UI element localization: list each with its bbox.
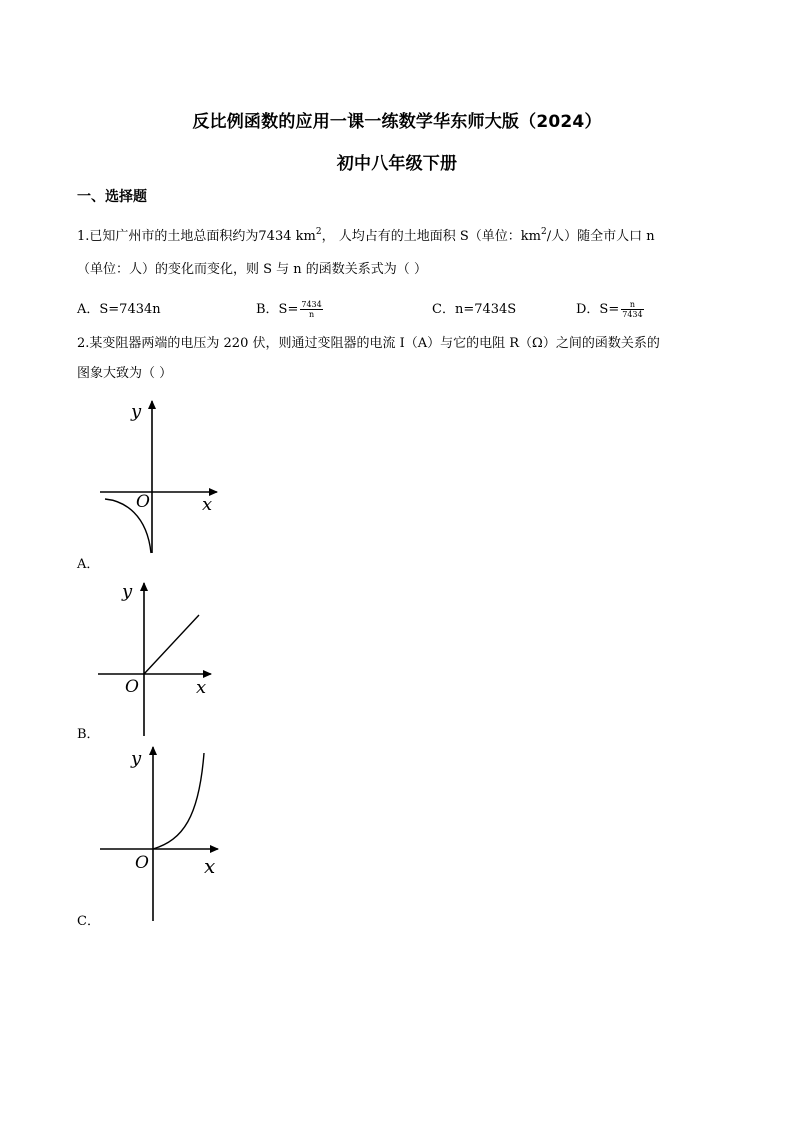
question-1-line-1 [77,225,655,244]
question-1-text-a: 1.已知广州市的土地总面积约为7434 km [77,229,316,244]
graph-option-c [95,745,230,925]
option-d-denominator: 7434 [622,310,643,319]
x-axis-label: x [196,677,207,698]
origin-label: O [136,492,150,512]
option-d-fraction [621,300,643,319]
option-b-denominator: n [308,310,315,319]
origin-label: O [125,677,139,697]
question-1-superscript-1: 2 [315,227,322,237]
question-1-option-d [576,298,644,319]
option-b-prefix: B．S= [256,302,299,317]
graph-a-label: A． [77,557,100,572]
question-2-line-1: 2.某变阻器两端的电压为 220 伏，则通过变阻器的电流 I（A）与它的电阻 R（Ω）之间的函数关系的 [77,336,660,351]
question-1-text-c: /人）随全市人口 n [546,229,655,244]
question-1-option-c: C．n=7434S [432,302,517,317]
option-b-fraction [300,300,322,319]
graph-option-b [95,580,230,740]
graph-b-label: B． [77,727,100,742]
option-b-numerator: 7434 [301,300,322,309]
graph-option-a [95,395,230,555]
document-subtitle: 初中八年级下册 [336,154,458,174]
document-title: 反比例函数的应用一课一练数学华东师大版（2024） [192,112,602,132]
option-d-prefix: D．S= [576,302,620,317]
y-axis-label: y [131,748,142,769]
section-heading: 一、选择题 [77,189,147,205]
curve [153,753,204,849]
x-axis-label: x [204,854,216,878]
question-1-line-2: （单位：人）的变化而变化，则 S 与 n 的函数关系式为（ ） [77,262,427,277]
x-axis-label: x [202,494,213,515]
question-1-option-b [256,298,323,319]
origin-label: O [135,853,149,873]
question-1-text-b: ， 人均占有的土地面积 S（单位：km [321,229,541,244]
y-axis-label: y [131,401,142,422]
line-graph [144,615,199,674]
y-axis-label: y [122,581,133,602]
graph-c-label: C． [77,914,100,929]
option-d-numerator: n [621,300,643,310]
question-1-option-a: A．S=7434n [77,302,161,317]
question-1-superscript-2: 2 [540,227,547,237]
question-2-line-2: 图象大致为（ ） [77,366,173,381]
